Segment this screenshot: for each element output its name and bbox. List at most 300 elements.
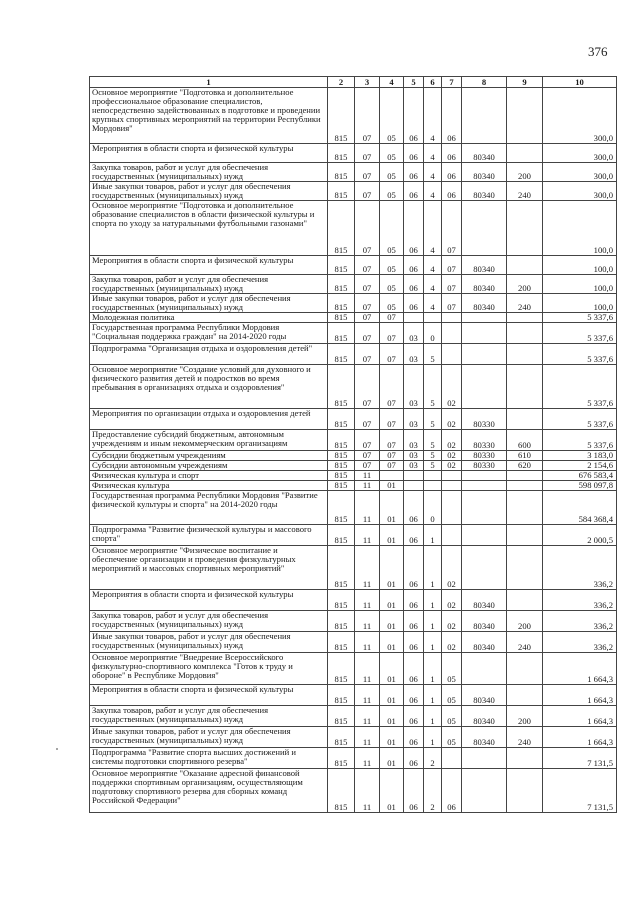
row-name: Мероприятия в области спорта и физической культуры — [90, 685, 328, 706]
activity-code: 02 — [442, 611, 462, 632]
table-row — [90, 461, 617, 471]
expense-type-code — [507, 769, 543, 813]
page-number: 376 — [588, 44, 608, 59]
expense-type-code — [507, 481, 543, 491]
expense-type-code: 200 — [507, 611, 543, 632]
table-row — [90, 365, 617, 409]
row-name: Мероприятия в области спорта и физической культуры — [90, 590, 328, 611]
row-name: Закупка товаров, работ и услуг для обеспечения государственных (муниципальных) нужд — [90, 706, 328, 727]
activity-code — [442, 748, 462, 769]
row-name: Субсидии бюджетным учреждениям — [90, 451, 328, 461]
admin-code: 815 — [328, 451, 355, 461]
expense-type-code: 200 — [507, 163, 543, 182]
subprogram-code: 2 — [424, 769, 442, 813]
subprogram-code: 1 — [424, 632, 442, 653]
table-row — [90, 632, 617, 653]
table-row — [90, 256, 617, 275]
activity-code: 05 — [442, 685, 462, 706]
subsection-code — [380, 471, 404, 481]
subprogram-code: 5 — [424, 365, 442, 409]
subsection-code: 01 — [380, 481, 404, 491]
program-code: 06 — [404, 201, 424, 256]
activity-code: 07 — [442, 256, 462, 275]
program-code: 03 — [404, 461, 424, 471]
direction-code: 80340 — [462, 294, 507, 313]
table-row — [90, 685, 617, 706]
table-row — [90, 201, 617, 256]
column-header-8: 8 — [462, 77, 507, 88]
program-code: 06 — [404, 256, 424, 275]
section-code: 11 — [355, 706, 380, 727]
budget-table — [89, 76, 617, 813]
expense-type-code — [507, 525, 543, 546]
program-code: 03 — [404, 344, 424, 365]
column-header-10: 10 — [543, 77, 617, 88]
table-body — [90, 88, 617, 813]
program-code: 06 — [404, 611, 424, 632]
subprogram-code: 4 — [424, 88, 442, 144]
table-row — [90, 706, 617, 727]
program-code: 03 — [404, 430, 424, 451]
table-row — [90, 481, 617, 491]
program-code: 06 — [404, 144, 424, 163]
expense-type-code — [507, 201, 543, 256]
table-row — [90, 344, 617, 365]
row-name: Основное мероприятие "Оказание адресной финансовой поддержки спортивным организациям, осуществляющим подготовку спортивного резерва для сборных команд Российской Федерации" — [90, 769, 328, 813]
section-code: 07 — [355, 275, 380, 294]
direction-code: 80340 — [462, 611, 507, 632]
subprogram-code — [424, 313, 442, 323]
subsection-code: 07 — [380, 409, 404, 430]
row-name: Подпрограмма "Развитие физической культуры и массового спорта" — [90, 525, 328, 546]
row-name: Основное мероприятие "Подготовка и дополнительное образование специалистов в области физической культуры и спорта по уходу за натуральными футбольными газонами" — [90, 201, 328, 256]
table-row — [90, 182, 617, 201]
section-code: 11 — [355, 546, 380, 590]
section-code: 11 — [355, 611, 380, 632]
section-code: 11 — [355, 727, 380, 748]
row-name: Субсидии автономным учреждениям — [90, 461, 328, 471]
row-name: Иные закупки товаров, работ и услуг для обеспечения государственных (муниципальных) нужд — [90, 294, 328, 313]
subprogram-code: 1 — [424, 611, 442, 632]
admin-code: 815 — [328, 461, 355, 471]
subprogram-code: 5 — [424, 461, 442, 471]
table-row — [90, 409, 617, 430]
admin-code: 815 — [328, 430, 355, 451]
section-code: 11 — [355, 685, 380, 706]
section-code: 07 — [355, 256, 380, 275]
subsection-code: 01 — [380, 748, 404, 769]
activity-code: 06 — [442, 163, 462, 182]
subprogram-code: 1 — [424, 590, 442, 611]
section-code: 07 — [355, 144, 380, 163]
program-code: 06 — [404, 294, 424, 313]
subprogram-code — [424, 471, 442, 481]
amount: 1 664,3 — [543, 727, 617, 748]
amount: 300,0 — [543, 88, 617, 144]
program-code: 06 — [404, 163, 424, 182]
admin-code: 815 — [328, 525, 355, 546]
subsection-code: 05 — [380, 275, 404, 294]
subsection-code: 01 — [380, 546, 404, 590]
section-code: 07 — [355, 163, 380, 182]
direction-code — [462, 471, 507, 481]
direction-code: 80340 — [462, 706, 507, 727]
amount: 336,2 — [543, 546, 617, 590]
subprogram-code: 1 — [424, 525, 442, 546]
expense-type-code — [507, 471, 543, 481]
table-row — [90, 275, 617, 294]
program-code — [404, 313, 424, 323]
amount: 336,2 — [543, 590, 617, 611]
activity-code: 02 — [442, 451, 462, 461]
section-code: 07 — [355, 451, 380, 461]
table-row — [90, 491, 617, 525]
amount: 2 154,6 — [543, 461, 617, 471]
activity-code: 06 — [442, 182, 462, 201]
subsection-code: 01 — [380, 525, 404, 546]
amount: 336,2 — [543, 611, 617, 632]
row-name: Мероприятия по организации отдыха и оздоровления детей — [90, 409, 328, 430]
admin-code: 815 — [328, 182, 355, 201]
activity-code — [442, 481, 462, 491]
section-code: 07 — [355, 182, 380, 201]
direction-code: 80340 — [462, 182, 507, 201]
row-name: Подпрограмма "Развитие спорта высших достижений и системы подготовки спортивного резерва" — [90, 748, 328, 769]
table-row — [90, 611, 617, 632]
expense-type-code — [507, 685, 543, 706]
activity-code — [442, 491, 462, 525]
activity-code: 02 — [442, 365, 462, 409]
expense-type-code: 610 — [507, 451, 543, 461]
activity-code — [442, 525, 462, 546]
row-name: Физическая культура — [90, 481, 328, 491]
row-name: Подпрограмма "Организация отдыха и оздоровления детей" — [90, 344, 328, 365]
subsection-code: 05 — [380, 88, 404, 144]
direction-code: 80340 — [462, 275, 507, 294]
row-name: Основное мероприятие "Физическое воспитание и обеспечение организации и проведения физкультурных мероприятий и массовых спортивных мероприятий" — [90, 546, 328, 590]
expense-type-code — [507, 323, 543, 344]
program-code: 06 — [404, 525, 424, 546]
table-row — [90, 525, 617, 546]
table-row — [90, 144, 617, 163]
amount: 300,0 — [543, 144, 617, 163]
activity-code — [442, 344, 462, 365]
subprogram-code: 0 — [424, 491, 442, 525]
program-code: 06 — [404, 182, 424, 201]
admin-code: 815 — [328, 275, 355, 294]
subprogram-code: 0 — [424, 323, 442, 344]
admin-code: 815 — [328, 632, 355, 653]
activity-code: 06 — [442, 88, 462, 144]
direction-code: 80330 — [462, 430, 507, 451]
activity-code: 02 — [442, 430, 462, 451]
expense-type-code — [507, 256, 543, 275]
table-row — [90, 313, 617, 323]
section-code: 07 — [355, 344, 380, 365]
table-row — [90, 769, 617, 813]
expense-type-code: 620 — [507, 461, 543, 471]
amount: 5 337,6 — [543, 365, 617, 409]
program-code: 06 — [404, 653, 424, 685]
section-code: 07 — [355, 88, 380, 144]
section-code: 11 — [355, 491, 380, 525]
subsection-code: 01 — [380, 590, 404, 611]
row-name: Основное мероприятие "Внедрение Всероссийского физкультурно-спортивного комплекса "Готов к труду и обороне" в Республике Мордовия" — [90, 653, 328, 685]
table-row — [90, 88, 617, 144]
row-name: Основное мероприятие "Подготовка и дополнительное профессиональное образование специалистов, непосредственно задействованных в подготовке и проведении крупных спортивных мероприятий на территории Республики Мордовия" — [90, 88, 328, 144]
table-row — [90, 430, 617, 451]
row-name: Основное мероприятие "Создание условий для духовного и физического развития детей и подростков во время пребывания в организациях отдыха и оздоровления" — [90, 365, 328, 409]
activity-code — [442, 323, 462, 344]
admin-code: 815 — [328, 409, 355, 430]
direction-code: 80330 — [462, 461, 507, 471]
section-code: 07 — [355, 294, 380, 313]
admin-code: 815 — [328, 471, 355, 481]
subprogram-code: 5 — [424, 344, 442, 365]
subprogram-code: 4 — [424, 256, 442, 275]
subsection-code: 07 — [380, 365, 404, 409]
table-row — [90, 653, 617, 685]
row-name: Закупка товаров, работ и услуг для обеспечения государственных (муниципальных) нужд — [90, 275, 328, 294]
section-code: 07 — [355, 365, 380, 409]
amount: 1 664,3 — [543, 706, 617, 727]
expense-type-code: 240 — [507, 727, 543, 748]
amount: 300,0 — [543, 163, 617, 182]
row-name: Иные закупки товаров, работ и услуг для обеспечения государственных (муниципальных) нужд — [90, 727, 328, 748]
amount: 100,0 — [543, 201, 617, 256]
subprogram-code: 2 — [424, 748, 442, 769]
table-row — [90, 471, 617, 481]
activity-code: 05 — [442, 727, 462, 748]
program-code — [404, 481, 424, 491]
program-code: 06 — [404, 275, 424, 294]
admin-code: 815 — [328, 294, 355, 313]
amount: 100,0 — [543, 275, 617, 294]
program-code: 06 — [404, 491, 424, 525]
program-code: 06 — [404, 706, 424, 727]
expense-type-code: 240 — [507, 294, 543, 313]
subsection-code: 07 — [380, 313, 404, 323]
column-header-2: 2 — [328, 77, 355, 88]
program-code — [404, 471, 424, 481]
section-code: 11 — [355, 525, 380, 546]
row-name: Молодежная политика — [90, 313, 328, 323]
direction-code — [462, 653, 507, 685]
row-name: Мероприятия в области спорта и физической культуры — [90, 256, 328, 275]
activity-code: 07 — [442, 201, 462, 256]
subprogram-code: 1 — [424, 653, 442, 685]
subprogram-code: 1 — [424, 706, 442, 727]
admin-code: 815 — [328, 769, 355, 813]
section-code: 11 — [355, 590, 380, 611]
expense-type-code — [507, 748, 543, 769]
subsection-code: 01 — [380, 653, 404, 685]
subsection-code: 01 — [380, 706, 404, 727]
section-code: 07 — [355, 409, 380, 430]
admin-code: 815 — [328, 144, 355, 163]
amount: 584 368,4 — [543, 491, 617, 525]
direction-code — [462, 481, 507, 491]
admin-code: 815 — [328, 727, 355, 748]
expense-type-code — [507, 144, 543, 163]
column-header-7: 7 — [442, 77, 462, 88]
amount: 336,2 — [543, 632, 617, 653]
section-code: 11 — [355, 632, 380, 653]
section-code: 07 — [355, 201, 380, 256]
direction-code: 80340 — [462, 163, 507, 182]
section-code: 11 — [355, 748, 380, 769]
subsection-code: 05 — [380, 182, 404, 201]
subsection-code: 05 — [380, 256, 404, 275]
row-name: Физическая культура и спорт — [90, 471, 328, 481]
expense-type-code — [507, 344, 543, 365]
section-code: 11 — [355, 471, 380, 481]
section-code: 07 — [355, 313, 380, 323]
direction-code — [462, 525, 507, 546]
activity-code: 02 — [442, 409, 462, 430]
admin-code: 815 — [328, 748, 355, 769]
subsection-code: 01 — [380, 491, 404, 525]
subsection-code: 01 — [380, 611, 404, 632]
program-code: 06 — [404, 546, 424, 590]
subsection-code: 05 — [380, 163, 404, 182]
expense-type-code: 200 — [507, 706, 543, 727]
amount: 1 664,3 — [543, 685, 617, 706]
admin-code: 815 — [328, 590, 355, 611]
admin-code: 815 — [328, 685, 355, 706]
amount: 100,0 — [543, 294, 617, 313]
program-code: 06 — [404, 727, 424, 748]
activity-code: 02 — [442, 632, 462, 653]
admin-code: 815 — [328, 481, 355, 491]
table-row — [90, 294, 617, 313]
column-header-6: 6 — [424, 77, 442, 88]
amount: 3 183,0 — [543, 451, 617, 461]
row-name: Закупка товаров, работ и услуг для обеспечения государственных (муниципальных) нужд — [90, 611, 328, 632]
subsection-code: 05 — [380, 201, 404, 256]
header-row — [90, 77, 617, 88]
direction-code — [462, 88, 507, 144]
subprogram-code: 4 — [424, 294, 442, 313]
amount: 5 337,6 — [543, 323, 617, 344]
activity-code: 02 — [442, 461, 462, 471]
section-code: 07 — [355, 461, 380, 471]
activity-code: 02 — [442, 546, 462, 590]
expense-type-code: 240 — [507, 632, 543, 653]
admin-code: 815 — [328, 653, 355, 685]
program-code: 06 — [404, 685, 424, 706]
table-row — [90, 590, 617, 611]
row-name: Государственная программа Республики Мордовия "Социальная поддержка граждан" на 2014-2020 годы — [90, 323, 328, 344]
amount: 5 337,6 — [543, 409, 617, 430]
expense-type-code — [507, 491, 543, 525]
subsection-code: 07 — [380, 344, 404, 365]
amount: 5 337,6 — [543, 430, 617, 451]
section-code: 11 — [355, 769, 380, 813]
subsection-code: 01 — [380, 685, 404, 706]
subsection-code: 01 — [380, 632, 404, 653]
amount: 2 000,5 — [543, 525, 617, 546]
subprogram-code: 4 — [424, 275, 442, 294]
section-code: 07 — [355, 323, 380, 344]
program-code: 03 — [404, 365, 424, 409]
expense-type-code — [507, 409, 543, 430]
direction-code — [462, 313, 507, 323]
amount: 5 337,6 — [543, 313, 617, 323]
subprogram-code: 5 — [424, 430, 442, 451]
subprogram-code: 1 — [424, 685, 442, 706]
program-code: 06 — [404, 748, 424, 769]
row-name: Иные закупки товаров, работ и услуг для обеспечения государственных (муниципальных) нужд — [90, 182, 328, 201]
table-row — [90, 727, 617, 748]
amount: 1 664,3 — [543, 653, 617, 685]
amount: 7 131,5 — [543, 748, 617, 769]
amount: 100,0 — [543, 256, 617, 275]
program-code: 03 — [404, 409, 424, 430]
amount: 300,0 — [543, 182, 617, 201]
expense-type-code: 200 — [507, 275, 543, 294]
direction-code: 80340 — [462, 727, 507, 748]
program-code: 03 — [404, 451, 424, 461]
section-code: 11 — [355, 481, 380, 491]
amount: 5 337,6 — [543, 344, 617, 365]
table-row — [90, 451, 617, 461]
amount: 7 131,5 — [543, 769, 617, 813]
subprogram-code — [424, 481, 442, 491]
subsection-code: 05 — [380, 294, 404, 313]
subsection-code: 05 — [380, 144, 404, 163]
direction-code — [462, 748, 507, 769]
row-name: Мероприятия в области спорта и физической культуры — [90, 144, 328, 163]
admin-code: 815 — [328, 201, 355, 256]
direction-code: 80340 — [462, 632, 507, 653]
subprogram-code: 1 — [424, 546, 442, 590]
admin-code: 815 — [328, 491, 355, 525]
program-code: 06 — [404, 632, 424, 653]
admin-code: 815 — [328, 344, 355, 365]
activity-code: 07 — [442, 294, 462, 313]
activity-code — [442, 313, 462, 323]
subprogram-code: 4 — [424, 182, 442, 201]
subprogram-code: 5 — [424, 409, 442, 430]
subsection-code: 07 — [380, 461, 404, 471]
expense-type-code — [507, 365, 543, 409]
admin-code: 815 — [328, 256, 355, 275]
subprogram-code: 4 — [424, 163, 442, 182]
subprogram-code: 4 — [424, 201, 442, 256]
program-code: 06 — [404, 590, 424, 611]
direction-code: 80330 — [462, 451, 507, 461]
expense-type-code — [507, 653, 543, 685]
subsection-code: 07 — [380, 430, 404, 451]
column-header-4: 4 — [380, 77, 404, 88]
admin-code: 815 — [328, 313, 355, 323]
direction-code: 80340 — [462, 256, 507, 275]
subsection-code: 07 — [380, 323, 404, 344]
direction-code: 80330 — [462, 409, 507, 430]
row-name: Иные закупки товаров, работ и услуг для обеспечения государственных (муниципальных) нужд — [90, 632, 328, 653]
activity-code — [442, 471, 462, 481]
row-name: Предоставление субсидий бюджетным, автономным учреждениям и иным некоммерческим организациям — [90, 430, 328, 451]
direction-code — [462, 769, 507, 813]
admin-code: 815 — [328, 611, 355, 632]
subprogram-code: 4 — [424, 144, 442, 163]
activity-code: 06 — [442, 144, 462, 163]
section-code: 11 — [355, 653, 380, 685]
program-code: 06 — [404, 88, 424, 144]
direction-code — [462, 546, 507, 590]
direction-code — [462, 344, 507, 365]
